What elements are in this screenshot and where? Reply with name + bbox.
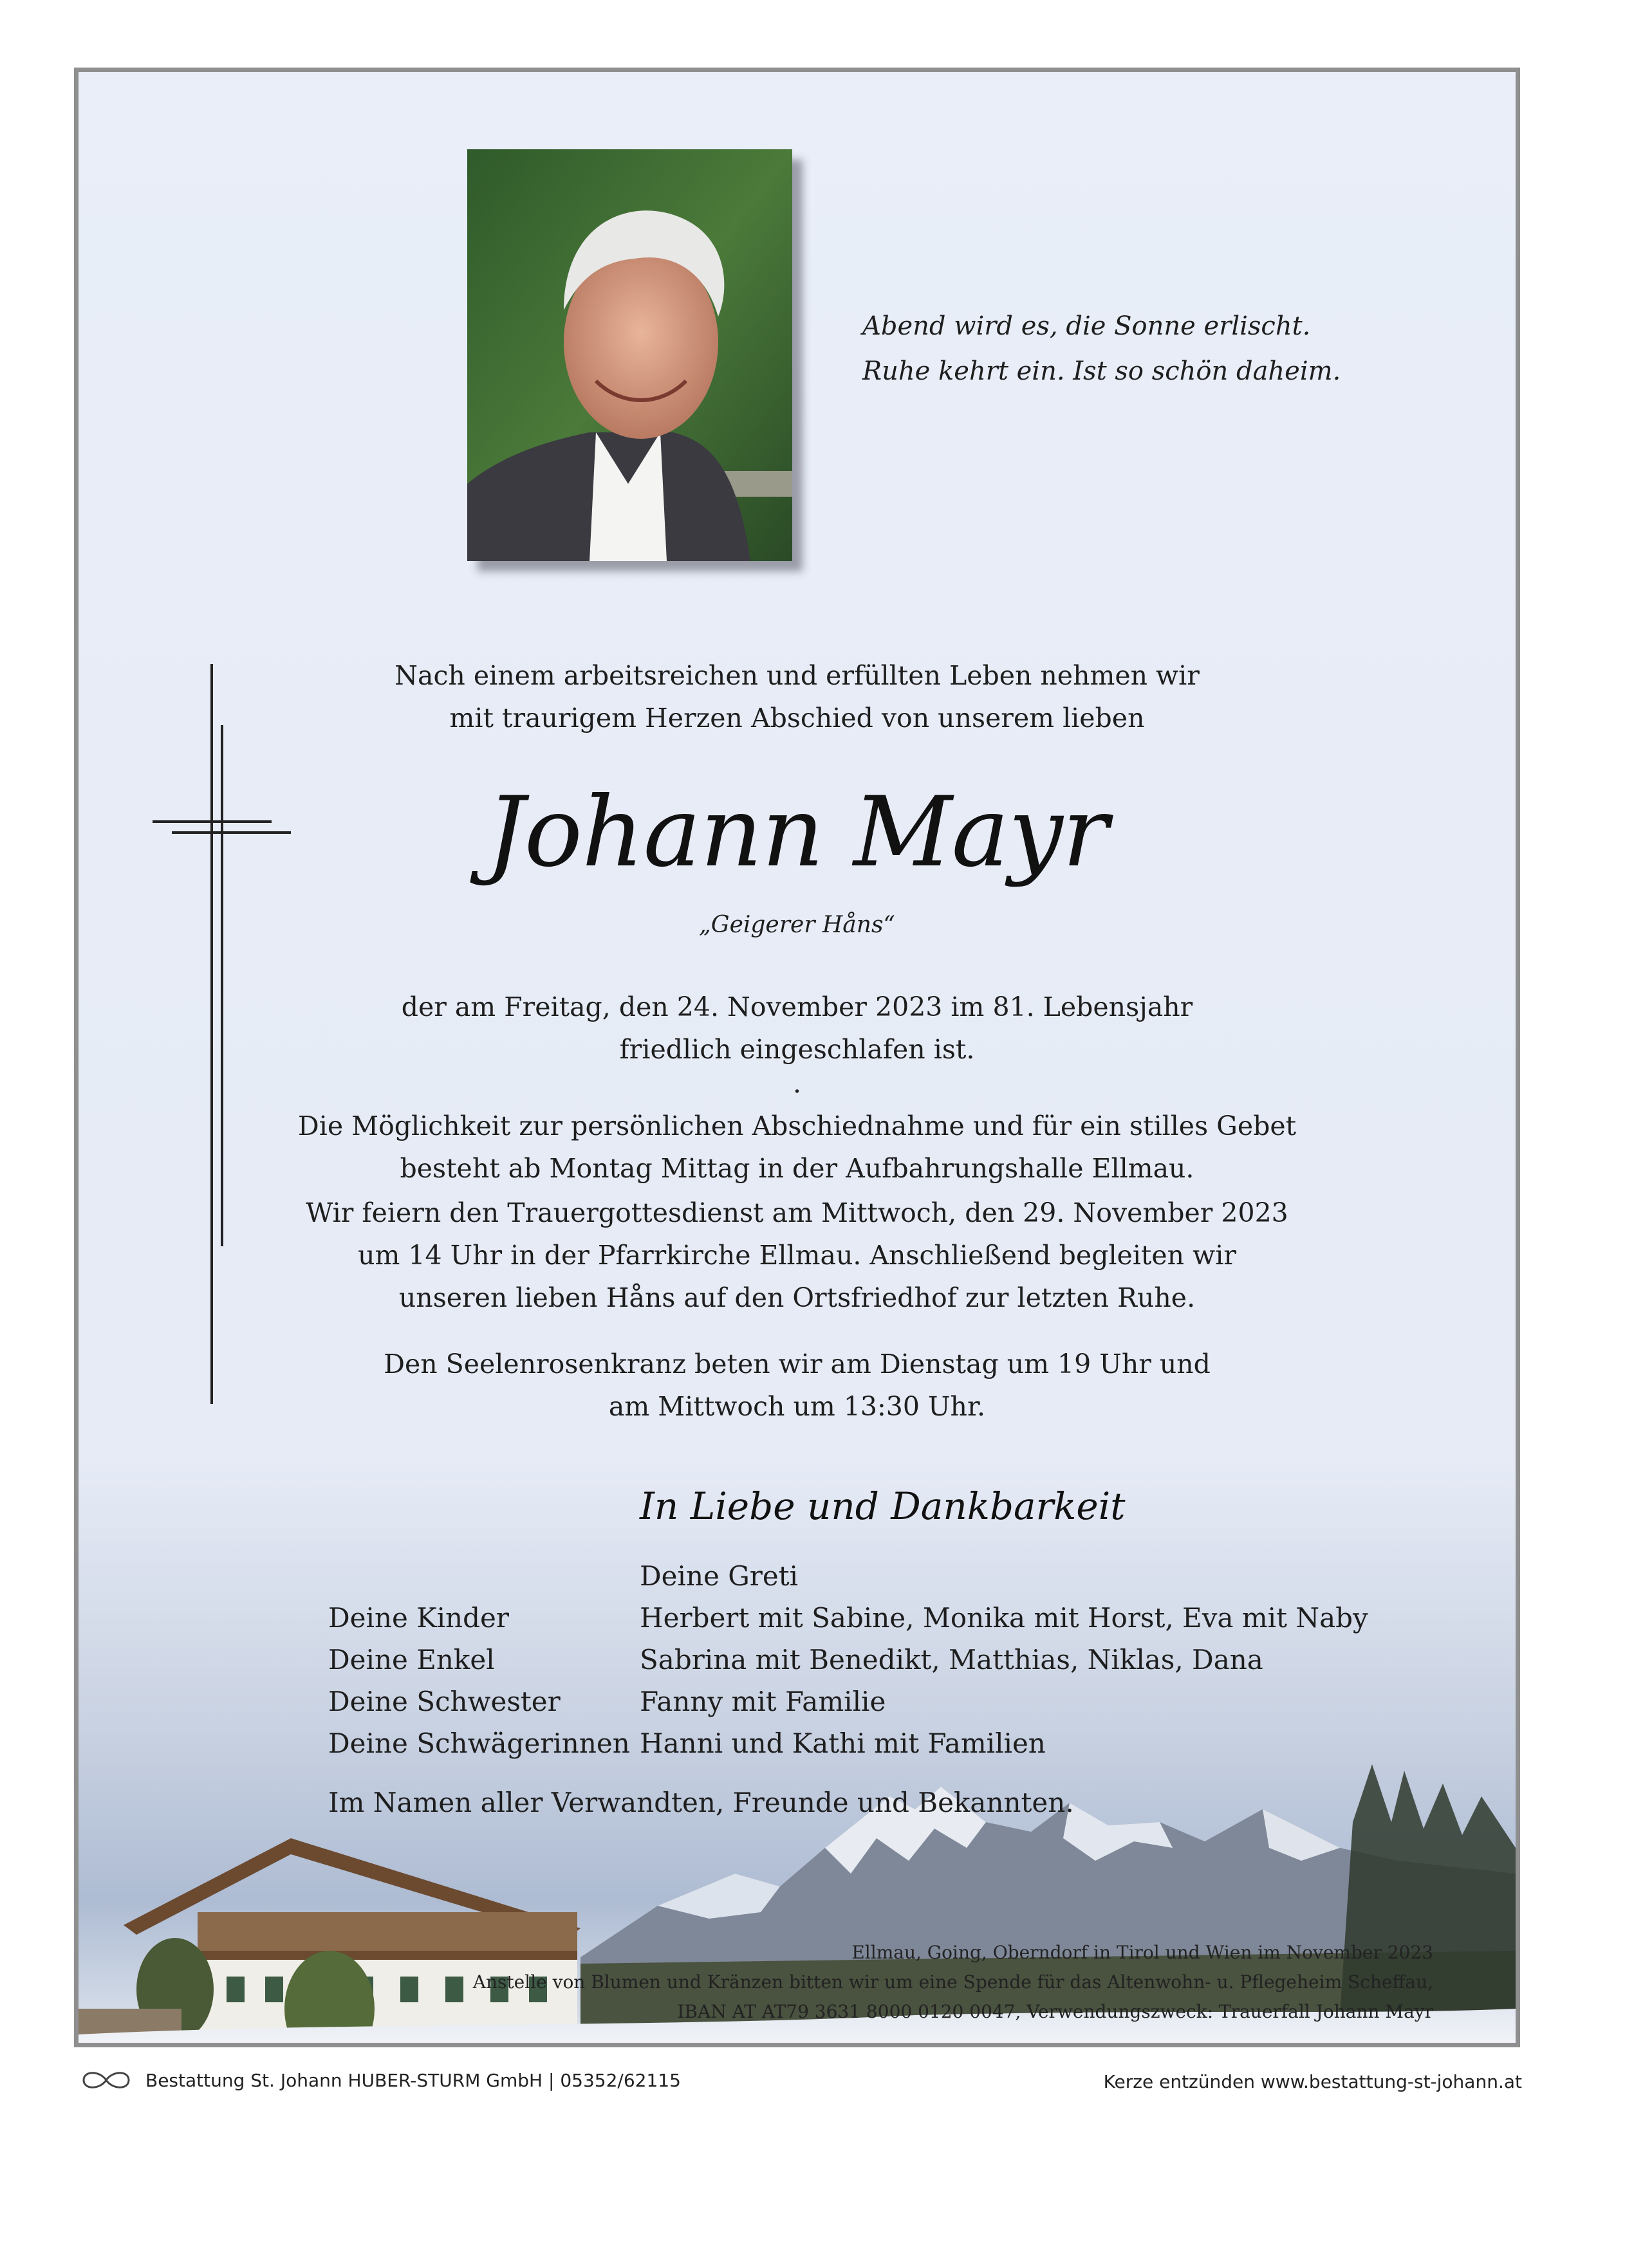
footer — [0, 2056, 1625, 2101]
intro-text — [79, 654, 1516, 739]
family-names: Fanny mit Familie — [640, 1686, 886, 1717]
quote-line-2: Ruhe kehrt ein. Ist so schön daheim. — [862, 356, 1341, 386]
family-relation: Deine Enkel — [328, 1644, 495, 1675]
quote-line-1: Abend wird es, die Sonne erlischt. — [862, 311, 1311, 341]
infinity-logo-icon — [77, 2067, 135, 2093]
quote — [862, 304, 1442, 394]
donation-note: Anstelle von Blumen und Kränzen bitten wir um eine Spende für das Altenwohn- u. Pflegeheim Scheffau, — [472, 1971, 1433, 1993]
family-names: Deine Greti — [640, 1560, 799, 1592]
portrait-photo — [467, 149, 792, 561]
place-date: Ellmau, Going, Oberndorf in Tirol und Wien im November 2023 — [851, 1942, 1433, 1963]
intro-line-1: Nach einem arbeitsreichen und erfüllten Leben nehmen wir — [395, 660, 1200, 691]
family-names: Herbert mit Sabine, Monika mit Horst, Eva mit Naby — [640, 1602, 1368, 1634]
rosary-line-1: Den Seelenrosenkranz beten wir am Dienstag um 19 Uhr und — [384, 1349, 1211, 1379]
family-relation: Deine Schwester — [328, 1686, 561, 1717]
separator-dot: . — [792, 1068, 802, 1099]
service-line-2: um 14 Uhr in der Pfarrkirche Ellmau. Anschließend begleiten wir — [358, 1240, 1236, 1271]
family-relation — [328, 1555, 640, 1597]
family-relation: Deine Kinder — [328, 1602, 509, 1634]
viewing-line-2: besteht ab Montag Mittag in der Aufbahrungshalle Ellmau. — [400, 1153, 1194, 1184]
death-notice-line-1: der am Freitag, den 24. November 2023 im 81. Lebensjahr — [401, 991, 1193, 1022]
family-row — [328, 1681, 1368, 1722]
rosary-line-2: am Mittwoch um 13:30 Uhr. — [608, 1391, 986, 1422]
service-text — [79, 1192, 1516, 1319]
family-row — [328, 1597, 1368, 1639]
deceased-nickname: „Geigerer Håns“ — [699, 912, 895, 938]
candle-link[interactable]: Kerze entzünden www.bestattung-st-johann.at — [1103, 2071, 1522, 2092]
company-name: Bestattung St. Johann HUBER-STURM GmbH | 05352/62115 — [145, 2069, 681, 2091]
viewing-line-1: Die Möglichkeit zur persönlichen Abschiednahme und für ein stilles Gebet — [297, 1111, 1297, 1141]
family-names: Sabrina mit Benedikt, Matthias, Niklas, Dana — [640, 1644, 1263, 1675]
closing-line: Im Namen aller Verwandten, Freunde und Bekannten. — [328, 1787, 1074, 1818]
intro-line-2: mit traurigem Herzen Abschied von unserem lieben — [449, 703, 1145, 733]
footer-company — [77, 2067, 681, 2093]
family-list — [328, 1555, 1368, 1764]
service-line-1: Wir feiern den Trauergottesdienst am Mittwoch, den 29. November 2023 — [306, 1197, 1288, 1228]
iban-note: IBAN AT AT79 3631 8000 0120 0047, Verwendungszweck: Trauerfall Johann Mayr — [677, 2001, 1433, 2022]
rosary-text — [79, 1343, 1516, 1428]
viewing-text — [79, 1105, 1516, 1190]
service-line-3: unseren lieben Håns auf den Ortsfriedhof zur letzten Ruhe. — [398, 1282, 1196, 1313]
obituary-card — [74, 68, 1520, 2047]
death-notice-line-2: friedlich eingeschlafen ist. — [619, 1034, 975, 1065]
footnotes — [473, 1938, 1433, 2027]
family-row — [328, 1722, 1368, 1764]
family-row — [328, 1639, 1368, 1681]
death-notice — [79, 986, 1516, 1099]
family-names: Hanni und Kathi mit Familien — [640, 1728, 1046, 1759]
thanks-heading: In Liebe und Dankbarkeit — [640, 1484, 1126, 1528]
deceased-name: Johann Mayr — [486, 777, 1108, 889]
family-relation: Deine Schwägerinnen — [328, 1728, 630, 1759]
family-row — [328, 1555, 1368, 1597]
